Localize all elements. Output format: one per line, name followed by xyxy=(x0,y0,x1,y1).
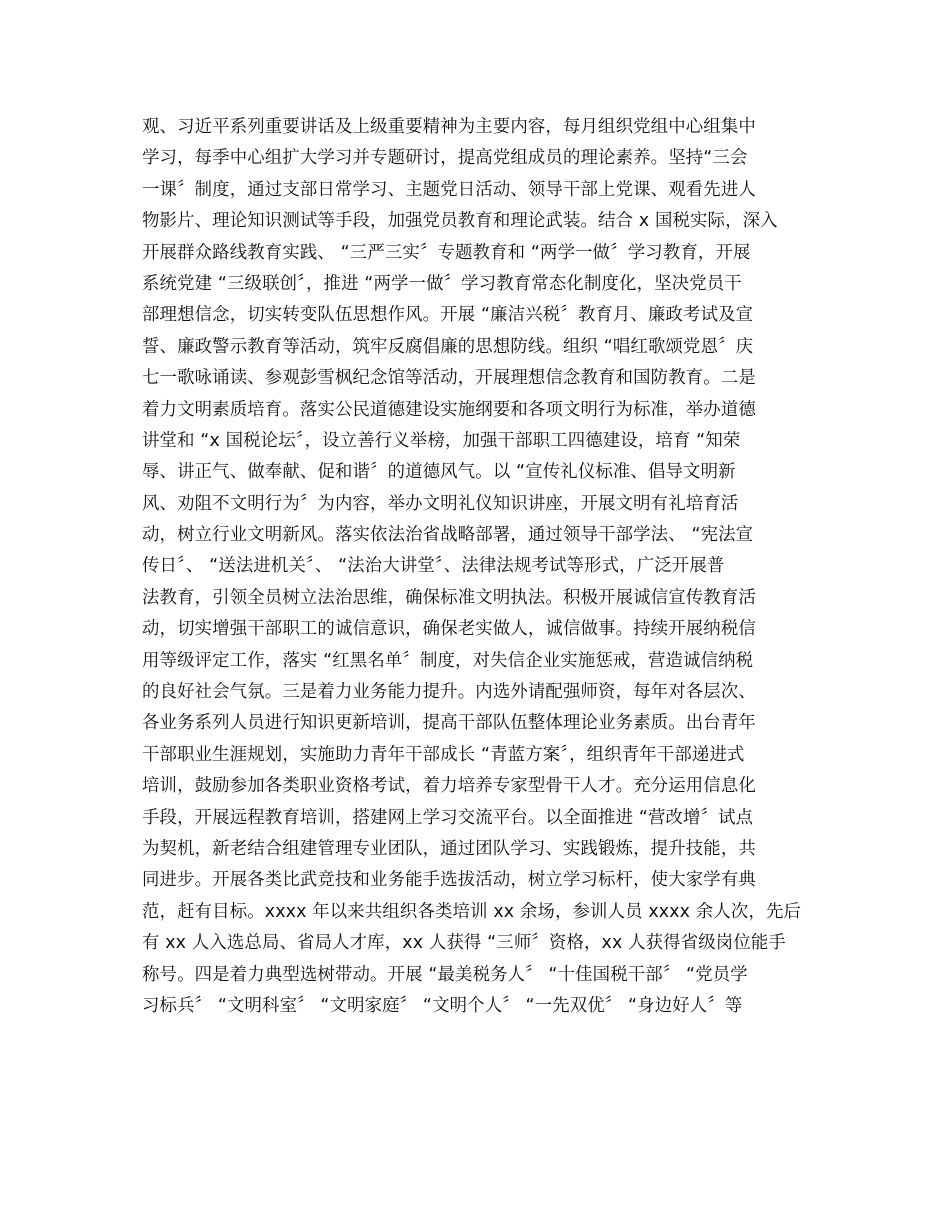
body-paragraph xyxy=(142,112,832,1022)
text-line: 同进步。开展各类比武竞技和业务能手选拔活动，树立学习标杆，使大家学有典 xyxy=(142,870,756,891)
text-line: 动，切实增强干部职工的诚信意识，确保老实做人，诚信做事。持续开展纳税信 xyxy=(142,619,756,640)
text-line: 观、习近平系列重要讲话及上级重要精神为主要内容，每月组织党组中心组集中 xyxy=(142,117,756,137)
text-line: 开展群众路线教育实践、 “三严三实〞专题教育和 “两学一做〞学习教育，开展 xyxy=(142,242,751,263)
text-line: 用等级评定工作，落实 “红黑名单〞制度，对失信企业实施惩戒，营造诚信纳税 xyxy=(142,650,754,671)
text-line: 七一歌咏诵读、参观彭雪枫纪念馆等活动，开展理想信念教育和国防教育。二是 xyxy=(142,368,756,389)
text-line: 培训，鼓励参加各类职业资格考试，着力培养专家型骨干人才。充分运用信息化 xyxy=(142,776,756,797)
text-line: 传日〞、 “送法进机关〞、 “法治大讲堂〞、法律法规考试等形式，广泛开展普 xyxy=(142,556,725,577)
text-line: 手段，开展远程教育培训，搭建网上学习交流平台。以全面推进 “营改增〞试点 xyxy=(142,807,754,828)
text-line: 辱、讲正气、做奉献、促和谐〞的道德风气。以 “宣传礼仪标准、倡导文明新 xyxy=(142,462,736,483)
text-line: 的良好社会气氛。三是着力业务能力提升。内选外请配强师资，每年对各层次、 xyxy=(142,682,756,703)
text-line: 有 xx 人入选总局、省局人才库，xx 人获得 “三师〞资格，xx 人获得省级岗位能手 xyxy=(142,933,786,954)
text-line: 称号。四是着力典型选树带动。开展 “最美税务人〞 “十佳国税干部〞 “党员学 xyxy=(142,964,748,985)
text-line: 范，赶有目标。xxxx 年以来共组织各类培训 xx 余场，参训人员 xxxx 余人次，先后 xyxy=(142,901,802,922)
text-line: 物影片、理论知识测试等手段，加强党员教育和理论武装。结合 x 国税实际，深入 xyxy=(142,211,778,232)
text-line: 各业务系列人员进行知识更新培训，提高干部队伍整体理论业务素质。出台青年 xyxy=(142,713,756,734)
text-line: 动，树立行业文明新风。落实依法治省战略部署，通过领导干部学法、 “宪法宣 xyxy=(142,525,754,546)
text-line: 习标兵〞 “文明科室〞 “文明家庭〞 “文明个人〞 “一先双优〞 “身边好人〞等 xyxy=(142,995,743,1016)
text-line: 部理想信念，切实转变队伍思想作风。开展 “廉洁兴税〞教育月、廉政考试及宣 xyxy=(142,305,754,326)
text-line: 誓、廉政警示教育等活动，筑牢反腐倡廉的思想防线。组织 “唱红歌颂党恩〞庆 xyxy=(142,336,754,357)
text-line: 为契机，新老结合组建管理专业团队，通过团队学习、实践锻炼，提升技能，共 xyxy=(142,838,756,859)
text-line: 风、劝阻不文明行为〞为内容，举办文明礼仪知识讲座，开展文明有礼培育活 xyxy=(142,493,739,514)
text-line: 干部职业生涯规划，实施助力青年干部成长 “青蓝方案〞，组织青年干部递进式 xyxy=(142,744,745,765)
text-line: 学习，每季中心组扩大学习并专题研讨，提高党组成员的理论素养。坚持“三会 xyxy=(142,148,748,169)
text-line: 着力文明素质培育。落实公民道德建设实施纲要和各项文明行为标准，举办道德 xyxy=(142,399,756,420)
text-line: 一课〞制度，通过支部日常学习、主题党日活动、领导干部上党课、观看先进人 xyxy=(142,179,756,200)
text-line: 讲堂和 “x 国税论坛〞，设立善行义举榜，加强干部职工四德建设，培育 “知荣 xyxy=(142,430,741,451)
text-line: 法教育，引领全员树立法治思维，确保标准文明执法。积极开展诚信宣传教育活 xyxy=(142,587,756,608)
text-line: 系统党建 “三级联创〞，推进 “两学一做〞学习教育常态化制度化，坚决党员干 xyxy=(142,273,742,294)
